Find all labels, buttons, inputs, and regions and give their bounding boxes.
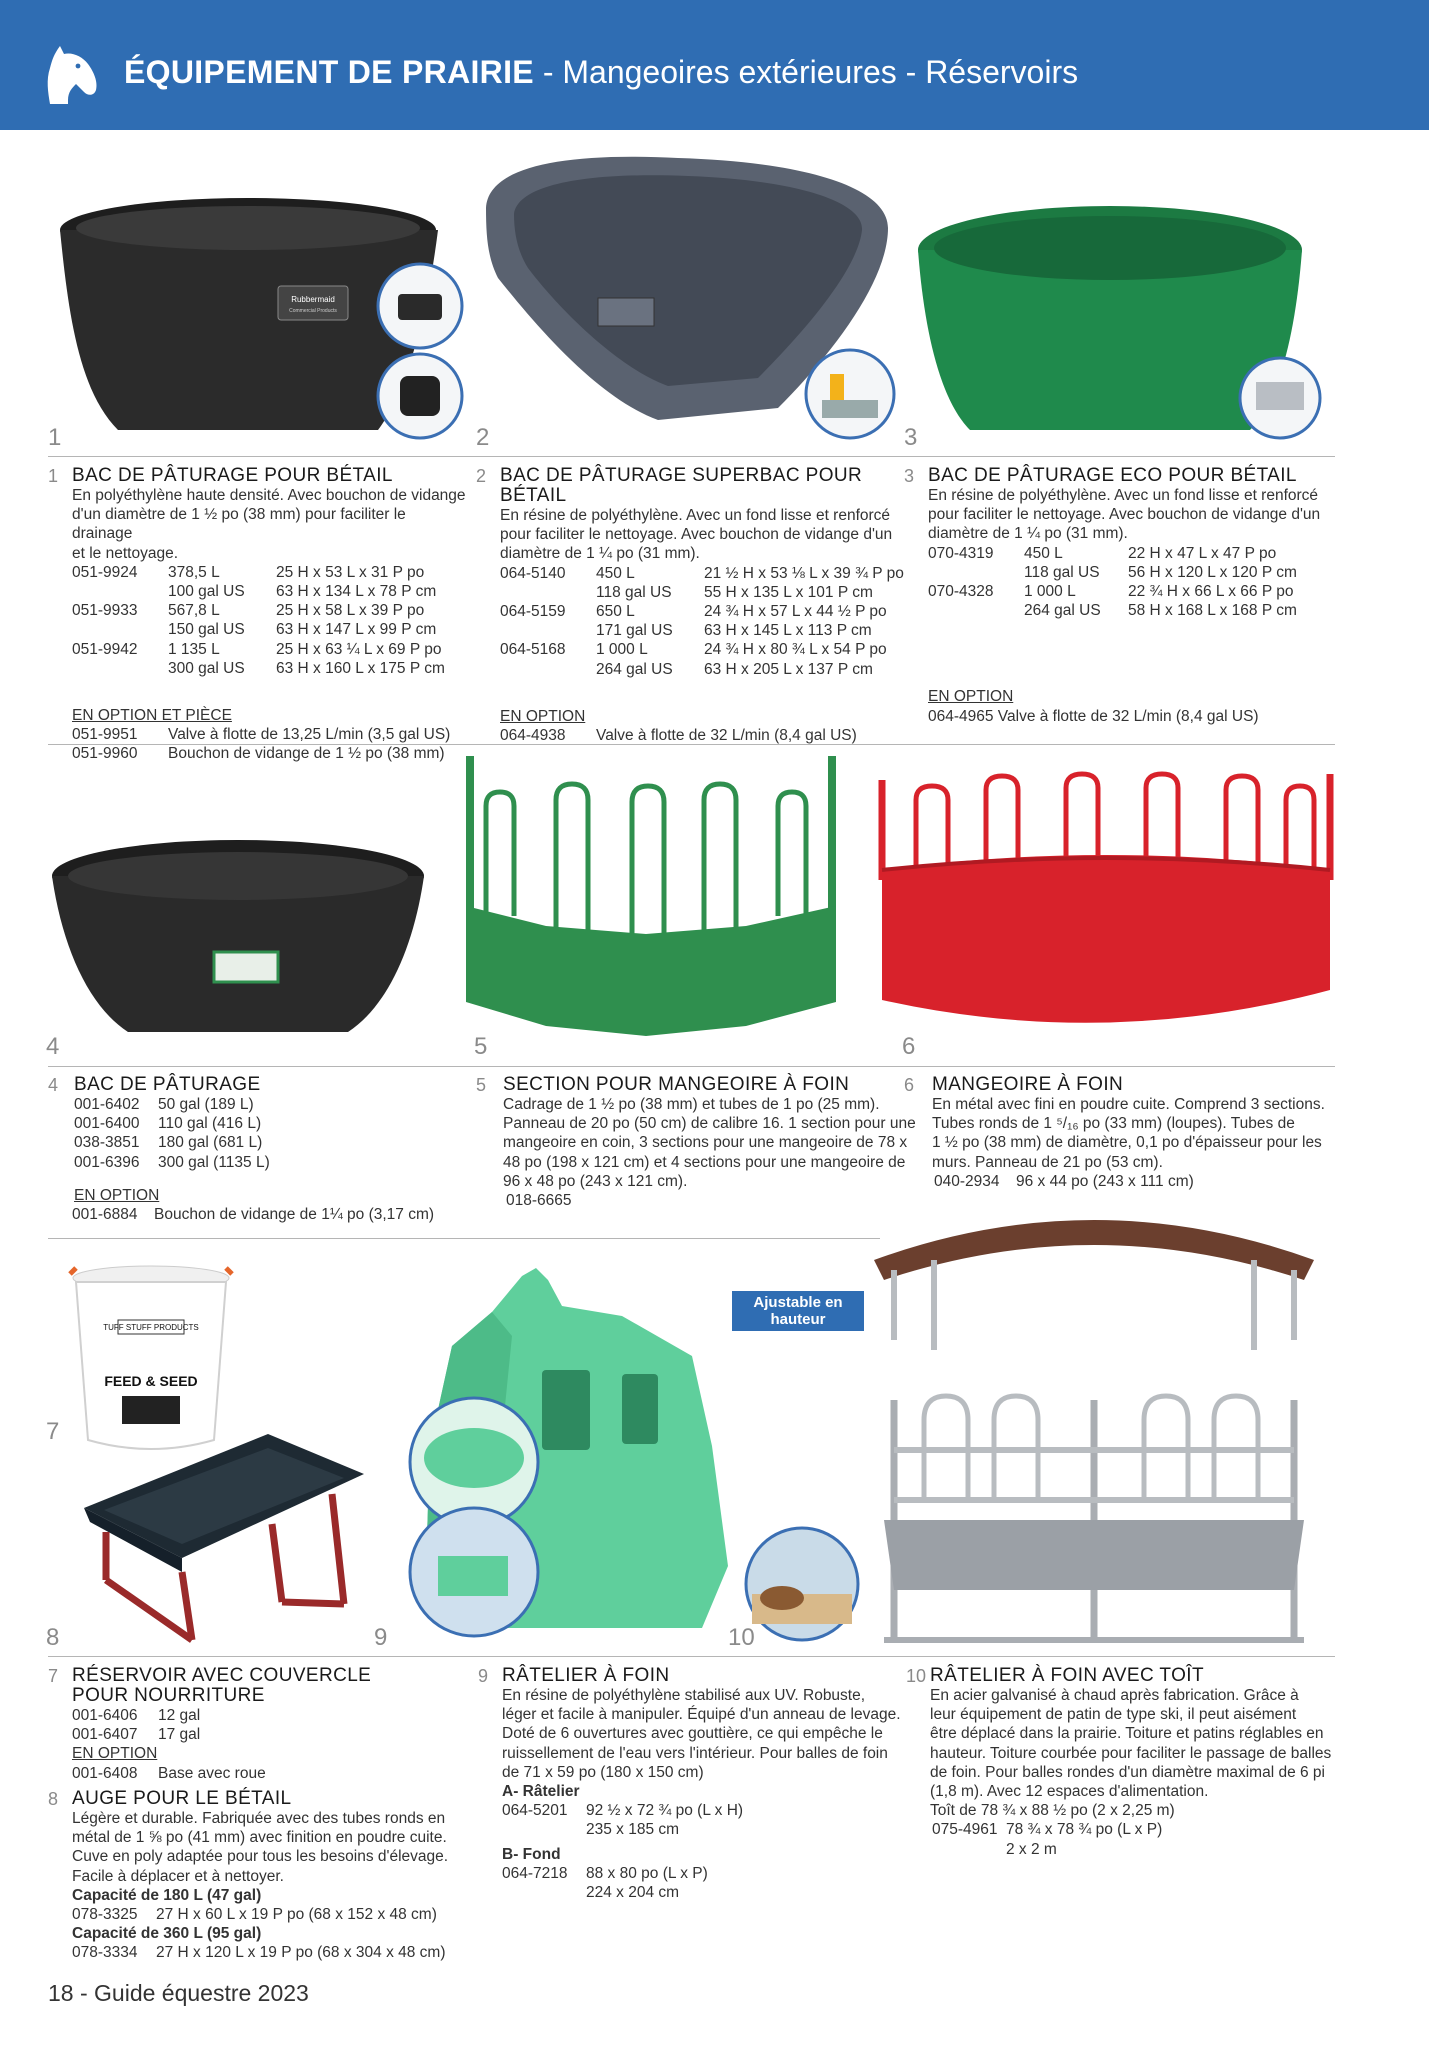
product-2-desc-line: En résine de polyéthylène. Avec un fond lisse et renforcé: [500, 507, 891, 524]
product-10: [906, 1666, 1336, 1859]
product-6-number: 6: [904, 1075, 915, 1095]
product-5-desc-line: 96 x 48 po (243 x 121 cm).: [503, 1172, 688, 1190]
product-4-name: BAC DE PÂTURAGE: [74, 1074, 261, 1095]
spec-row: 100 gal US 63 H x 134 L x 78 P cm: [168, 583, 437, 600]
product-image-10-inset: [742, 1524, 862, 1644]
product-3-name: BAC DE PÂTURAGE ECO POUR BÉTAIL: [928, 465, 1297, 486]
product-image-2: [478, 148, 898, 440]
product-1-number: 1: [48, 466, 59, 486]
option-title: EN OPTION ET PIÈCE: [72, 706, 232, 724]
product-9-desc-line: ruissellement de l'eau vers l'intérieur. Pour balles de foin: [502, 1744, 888, 1762]
product-5-desc-line: mangeoire en coin, 3 sections pour une mangeoire de 78 x: [503, 1134, 908, 1152]
option-row: 001-6884 Bouchon de vidange de 1¼ po (3,17 cm): [72, 1205, 435, 1223]
horse-head-icon: [42, 44, 100, 106]
product-5-name: SECTION POUR MANGEOIRE À FOIN: [503, 1074, 850, 1095]
product-6-desc-line: Tubes ronds de 1 ⁵/₁₆ po (33 mm) (loupes). Tubes de: [932, 1115, 1295, 1133]
spec-row: 001-6402 50 gal (189 L): [74, 1096, 254, 1113]
product-5-desc-line: Panneau de 20 po (50 cm) de calibre 16. 1 section pour une: [503, 1115, 916, 1133]
product-image-9: [402, 1266, 732, 1640]
product-1-name: BAC DE PÂTURAGE POUR BÉTAIL: [72, 465, 393, 486]
spec-row: 051-9942 1 135 L 25 H x 63 ¼ L x 69 P po: [72, 640, 442, 658]
product-5-number: 5: [476, 1075, 487, 1095]
product-3-number: 3: [904, 466, 915, 486]
spec-row: 171 gal US 63 H x 145 L x 113 P cm: [596, 622, 872, 640]
product-image-3: [910, 200, 1330, 440]
product-10-desc-line: Toît de 78 ¾ x 88 ½ po (2 x 2,25 m): [930, 1802, 1175, 1820]
product-8-number: 8: [48, 1789, 59, 1809]
spec-row: 038-3851 180 gal (681 L): [74, 1134, 263, 1152]
image-number-4: 4: [46, 1033, 60, 1060]
row-divider-4: [48, 1238, 880, 1239]
image-number-10: 10: [728, 1624, 755, 1651]
product-4: [48, 1075, 468, 1224]
product-8: [48, 1789, 488, 1963]
product-5: [476, 1075, 916, 1210]
spec-row: 075-4961 78 ¾ x 78 ¾ po (L x P): [932, 1821, 1163, 1839]
row-divider-3: [48, 1066, 1335, 1067]
product-10-desc-line: leur équipement de patin de type ski, il peut aisément: [930, 1706, 1297, 1724]
row-divider-1: [48, 456, 1335, 457]
product-7-number: 7: [48, 1666, 59, 1686]
spec-row: 235 x 185 cm: [586, 1821, 680, 1839]
product-image-4: [48, 836, 428, 1036]
option-title: EN OPTION: [928, 688, 1014, 706]
product-2-number: 2: [476, 466, 487, 486]
product-9-desc-line: Doté de 6 ouvertures avec gouttière, ce qui empêche le: [502, 1725, 883, 1743]
spec-row: 078-3334 27 H x 120 L x 19 P po (68 x 304 x 48 cm): [72, 1944, 446, 1962]
product-6-desc-line: En métal avec fini en poudre cuite. Comprend 3 sections.: [932, 1096, 1325, 1113]
product-5-desc-line: 48 po (198 x 121 cm) et 4 sections pour une mangeoire de: [503, 1153, 906, 1171]
spec-row: 051-9933 567,8 L 25 H x 58 L x 39 P po: [72, 602, 425, 620]
product-6-desc-line: 1 ½ po (38 mm) de diamètre, 0,1 po d'épaisseur pour les: [932, 1134, 1322, 1152]
product-9: [478, 1666, 908, 1902]
spec-row: 001-6400 110 gal (416 L): [74, 1115, 262, 1133]
option-row: 001-6408 Base avec roue: [72, 1764, 266, 1782]
product-image-7: [66, 1262, 236, 1454]
spec-row: 064-5140 450 L 21 ½ H x 53 ⅛ L x 39 ¾ P po: [500, 564, 904, 582]
product-8-desc-line: Cuve en poly adaptée pour tous les besoins d'élevage.: [72, 1848, 449, 1866]
product-image-6: [876, 760, 1336, 1034]
spec-row: 064-5168 1 000 L 24 ¾ H x 80 ¾ L x 54 P po: [500, 641, 887, 659]
spec-row: 118 gal US 55 H x 135 L x 101 P cm: [596, 583, 873, 601]
spec-row: 264 gal US 63 H x 205 L x 137 P cm: [596, 660, 873, 678]
image-number-2: 2: [476, 424, 490, 451]
product-8-desc-line: Légère et durable. Fabriquée avec des tubes ronds en: [72, 1810, 446, 1827]
spec-row: 001-6407 17 gal: [72, 1726, 201, 1744]
option-row: 051-9951 Valve à flotte de 13,25 L/min (3,5 gal US): [72, 726, 451, 744]
product-1-desc-line: d'un diamètre de 1 ½ po (38 mm) pour faciliter le drainage: [72, 506, 406, 543]
product-6-name: MANGEOIRE À FOIN: [932, 1074, 1124, 1095]
adjustable-height-badge: Ajustable en hauteur: [732, 1291, 864, 1331]
option-title: EN OPTION: [72, 1745, 158, 1763]
image-number-1: 1: [48, 424, 62, 451]
capacity-label: Capacité de 180 L (47 gal): [72, 1886, 262, 1904]
product-10-desc-line: être déplacé dans la prairie. Toiture et patins réglables en: [930, 1725, 1324, 1743]
option-title: EN OPTION: [74, 1186, 160, 1204]
product-8-desc-line: métal de 1 ⅝ po (41 mm) avec finition en poudre cuite.: [72, 1829, 447, 1847]
spec-row: 264 gal US 58 H x 168 L x 168 P cm: [1024, 602, 1297, 620]
option-row: 051-9960 Bouchon de vidange de 1 ½ po (38 mm): [72, 745, 445, 763]
image-number-5: 5: [474, 1033, 488, 1060]
product-image-1: [48, 190, 468, 440]
option-row: 064-4938 Valve à flotte de 32 L/min (8,4 gal US): [500, 726, 857, 744]
product-9-number: 9: [478, 1666, 489, 1686]
product-9-name: RÂTELIER À FOIN: [502, 1665, 670, 1686]
product-image-8: [82, 1434, 366, 1646]
capacity-label: Capacité de 360 L (95 gal): [72, 1925, 262, 1943]
product-2-desc-line: pour faciliter le nettoyage. Avec bouchon de vidange d'un: [500, 526, 893, 544]
spec-row: 064-5201 92 ½ x 72 ¾ po (L x H): [502, 1802, 744, 1820]
product-9-desc-line: En résine de polyéthylène stabilisé aux UV. Robuste,: [502, 1687, 866, 1704]
product-10-desc-line: de foin. Pour balles rondes d'un diamètre maximal de 6 pi: [930, 1763, 1325, 1781]
image-number-6: 6: [902, 1033, 916, 1060]
product-7: [48, 1666, 488, 1783]
row-divider-5: [48, 1656, 1335, 1657]
option-title: EN OPTION: [500, 707, 586, 725]
product-10-name: RÂTELIER À FOIN AVEC TOÎT: [930, 1665, 1204, 1686]
product-6-desc-line: murs. Panneau de 21 po (53 cm).: [932, 1153, 1163, 1171]
rubbermaid-logo: Rubbermaid: [291, 295, 335, 304]
spec-row: 078-3325 27 H x 60 L x 19 P po (68 x 152 x 48 cm): [72, 1906, 437, 1924]
spec-row: 040-2934 96 x 44 po (243 x 111 cm): [934, 1172, 1194, 1190]
option-row: 064-4965 Valve à flotte de 32 L/min (8,4 gal US): [928, 707, 1259, 725]
product-4-number: 4: [48, 1075, 59, 1095]
product-3: [904, 466, 1334, 726]
product-5-code: 018-6665: [506, 1192, 572, 1210]
spec-row: 001-6406 12 gal: [72, 1707, 201, 1724]
spec-row: 064-5159 650 L 24 ¾ H x 57 L x 44 ½ P po: [500, 602, 887, 620]
product-10-number: 10: [906, 1666, 927, 1686]
product-2-name: BAC DE PÂTURAGE SUPERBAC POUR BÉTAIL: [500, 465, 863, 506]
product-9-desc-line: léger et facile à manipuler. Équipé d'un anneau de levage.: [502, 1706, 901, 1724]
spec-row: 224 x 204 cm: [586, 1883, 680, 1901]
product-7-name-line: RÉSERVOIR AVEC COUVERCLE: [72, 1665, 372, 1686]
product-10-desc-line: En acier galvanisé à chaud après fabrication. Grâce à: [930, 1687, 1299, 1704]
product-10-desc-line: hauteur. Toiture courbée pour faciliter le passage de balles: [930, 1744, 1332, 1762]
subsection-title: A- Râtelier: [502, 1783, 580, 1801]
product-1-desc-line: et le nettoyage.: [72, 544, 178, 562]
spec-row: 051-9924 378,5 L 25 H x 53 L x 31 P po: [72, 563, 425, 581]
product-5-desc-line: Cadrage de 1 ½ po (38 mm) et tubes de 1 po (25 mm).: [503, 1096, 880, 1113]
image-number-8: 8: [46, 1624, 60, 1651]
image-number-3: 3: [904, 424, 918, 451]
product-2-desc-line: diamètre de 1 ¼ po (31 mm).: [500, 545, 700, 563]
product-image-5: [466, 756, 836, 1046]
spec-row: 118 gal US 56 H x 120 L x 120 P cm: [1024, 563, 1297, 581]
subsection-title: B- Fond: [502, 1845, 561, 1863]
spec-row: 2 x 2 m: [1006, 1840, 1057, 1858]
tuff-stuff-logo: TUFF STUFF PRODUCTS: [103, 1323, 199, 1332]
product-image-10: [854, 1200, 1334, 1652]
product-9-desc-line: de 71 x 59 po (180 x 150 cm): [502, 1763, 704, 1781]
image-number-9: 9: [374, 1624, 388, 1651]
product-6: [904, 1075, 1334, 1191]
page-footer: 18 - Guide équestre 2023: [48, 1980, 309, 2006]
page-title: ÉQUIPEMENT DE PRAIRIE - Mangeoires extérieures - Réservoirs: [124, 54, 1079, 90]
product-10-desc-line: (1,8 m). Avec 12 espaces d'alimentation.: [930, 1783, 1209, 1801]
row-divider-2: [48, 744, 1335, 745]
page-header: [0, 0, 1429, 130]
spec-row: 300 gal US 63 H x 160 L x 175 P cm: [168, 659, 445, 677]
spec-row: 070-4319 450 L 22 H x 47 L x 47 P po: [928, 544, 1277, 562]
product-7-name-line: POUR NOURRITURE: [72, 1685, 265, 1706]
product-3-desc-line: diamètre de 1 ¼ po (31 mm).: [928, 525, 1128, 543]
product-1-desc-line: En polyéthylène haute densité. Avec bouchon de vidange: [72, 487, 466, 504]
spec-row: 070-4328 1 000 L 22 ¾ H x 66 L x 66 P po: [928, 582, 1294, 600]
product-8-desc-line: Facile à déplacer et à nettoyer.: [72, 1867, 284, 1885]
product-3-desc-line: En résine de polyéthylène. Avec un fond lisse et renforcé: [928, 487, 1319, 504]
product-8-name: AUGE POUR LE BÉTAIL: [72, 1788, 292, 1809]
spec-row: 001-6396 300 gal (1135 L): [74, 1153, 270, 1171]
rubbermaid-sub-logo: Commercial Products: [289, 308, 337, 314]
spec-row: 150 gal US 63 H x 147 L x 99 P cm: [168, 621, 437, 639]
spec-row: 064-7218 88 x 80 po (L x P): [502, 1864, 708, 1882]
product-1: [48, 466, 468, 764]
product-3-desc-line: pour faciliter le nettoyage. Avec bouchon de vidange d'un: [928, 506, 1321, 524]
image-number-7: 7: [46, 1418, 60, 1445]
feed-seed-label: FEED & SEED: [104, 1373, 198, 1389]
product-2: [476, 465, 904, 745]
